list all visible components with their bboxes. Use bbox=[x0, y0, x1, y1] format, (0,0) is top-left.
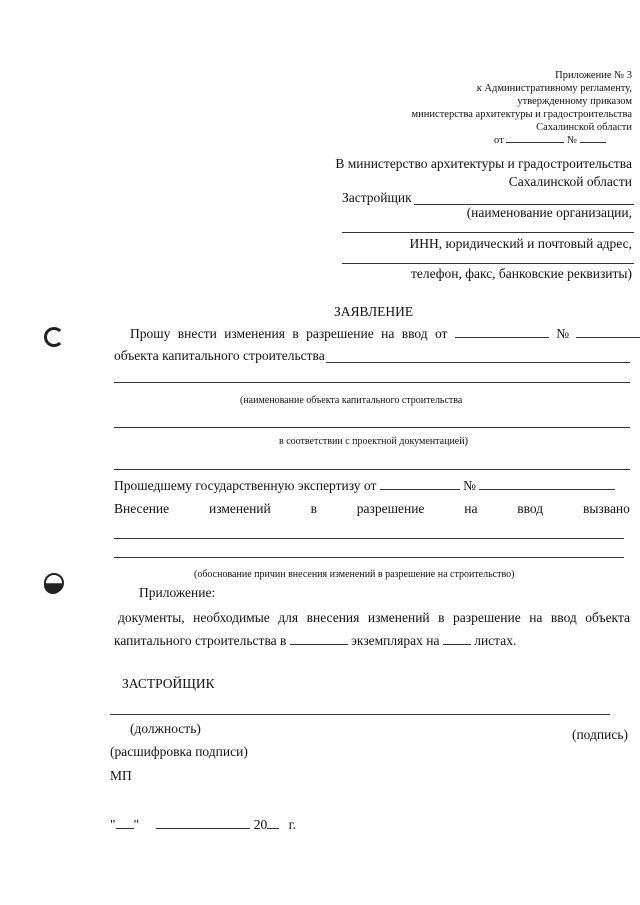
day-field[interactable] bbox=[116, 828, 134, 829]
date-quote-close: " bbox=[133, 817, 140, 832]
expertise-row bbox=[114, 478, 615, 494]
document-title: ЗАЯВЛЕНИЕ bbox=[334, 304, 414, 319]
signature-line[interactable] bbox=[110, 714, 610, 715]
copies-field[interactable] bbox=[290, 644, 348, 645]
developer-field-3[interactable] bbox=[342, 263, 634, 264]
reason-field[interactable] bbox=[114, 538, 624, 539]
cause-row bbox=[114, 501, 630, 517]
cause-word-6: ввод bbox=[517, 501, 544, 516]
attachment-label: Приложение: bbox=[139, 585, 216, 600]
attachment-text-2c: листах. bbox=[474, 633, 517, 648]
expertise-date-field[interactable] bbox=[380, 489, 460, 490]
permit-number-field[interactable] bbox=[576, 337, 640, 338]
object-field[interactable] bbox=[326, 362, 630, 363]
appendix-from-label: от bbox=[494, 135, 504, 146]
hint-inn: ИНН, юридический и почтовый адрес, bbox=[409, 236, 632, 251]
appendix-line-3: утвержденному приказом bbox=[517, 96, 632, 107]
hint-reason: (обоснование причин внесения изменений в разрешение на строительство) bbox=[194, 569, 515, 580]
binder-hole-top bbox=[44, 327, 64, 347]
expertise-num-label: № bbox=[463, 478, 477, 493]
appendix-line-5: Сахалинской области bbox=[536, 122, 632, 133]
date-row bbox=[110, 817, 296, 833]
month-field[interactable] bbox=[156, 828, 250, 829]
addressee-line-1: В министерство архитектуры и градостроительства bbox=[335, 156, 632, 171]
year-prefix: 20 bbox=[253, 817, 268, 832]
stamp-label: МП bbox=[110, 768, 132, 783]
cause-word-7: вызвано bbox=[582, 501, 630, 516]
year-field[interactable] bbox=[267, 828, 279, 829]
request-row bbox=[130, 326, 640, 342]
reason-field-2[interactable] bbox=[114, 557, 624, 558]
cause-word-2: изменений bbox=[208, 501, 271, 516]
expertise-number-field[interactable] bbox=[479, 489, 615, 490]
developer-field-2[interactable] bbox=[342, 232, 634, 233]
position-label: (должность) bbox=[130, 721, 201, 736]
permit-date-field[interactable] bbox=[455, 337, 549, 338]
date-quote-open: " bbox=[110, 817, 116, 832]
appendix-line-4: министерства архитектуры и градостроительства bbox=[411, 109, 632, 120]
hint-org-name: (наименование организации, bbox=[466, 205, 632, 220]
hint-object-name: (наименование объекта капитального строительства bbox=[240, 395, 463, 406]
hint-per-docs: в соответствии с проектной документацией) bbox=[279, 436, 468, 447]
attachment-text-2b: экземплярах на bbox=[351, 633, 440, 648]
appendix-num-label: № bbox=[566, 135, 577, 146]
request-text: Прошу внести изменения в разрешение на ввод от bbox=[130, 326, 448, 341]
binder-hole-bottom-outline bbox=[44, 573, 64, 593]
attachment-row-2 bbox=[114, 633, 516, 649]
sheets-field[interactable] bbox=[443, 644, 471, 645]
year-suffix: г. bbox=[288, 817, 297, 832]
developer-heading: ЗАСТРОЙЩИК bbox=[122, 676, 215, 691]
object-field-2[interactable] bbox=[114, 382, 630, 383]
attachment-text-1: документы, необходимые для внесения изменений в разрешение на ввод объекта bbox=[118, 610, 630, 625]
expertise-text: Прошедшему государственную экспертизу от bbox=[114, 478, 377, 493]
signature-label: (подпись) bbox=[571, 727, 628, 742]
cause-word-1: Внесение bbox=[114, 501, 170, 516]
permit-num-label: № bbox=[556, 326, 570, 341]
object-field-3[interactable] bbox=[114, 427, 630, 428]
cause-word-5: на bbox=[464, 501, 478, 516]
hint-contacts: телефон, факс, банковские реквизиты) bbox=[410, 266, 632, 281]
decode-label: (расшифровка подписи) bbox=[110, 744, 248, 759]
object-label: объекта капитального строительства bbox=[114, 348, 325, 363]
object-field-4[interactable] bbox=[114, 469, 630, 470]
appendix-line-2: к Административному регламенту, bbox=[476, 83, 632, 94]
cause-word-4: разрешение bbox=[356, 501, 425, 516]
cause-word-3: в bbox=[310, 501, 317, 516]
addressee-line-2: Сахалинской области bbox=[508, 174, 632, 189]
appendix-line-1: Приложение № 3 bbox=[555, 70, 632, 81]
developer-label: Застройщик bbox=[342, 190, 412, 205]
appendix-date-row bbox=[494, 134, 606, 147]
appendix-number-field[interactable] bbox=[580, 142, 606, 143]
appendix-date-field[interactable] bbox=[506, 142, 564, 143]
attachment-text-2a: капитального строительства в bbox=[114, 633, 287, 648]
